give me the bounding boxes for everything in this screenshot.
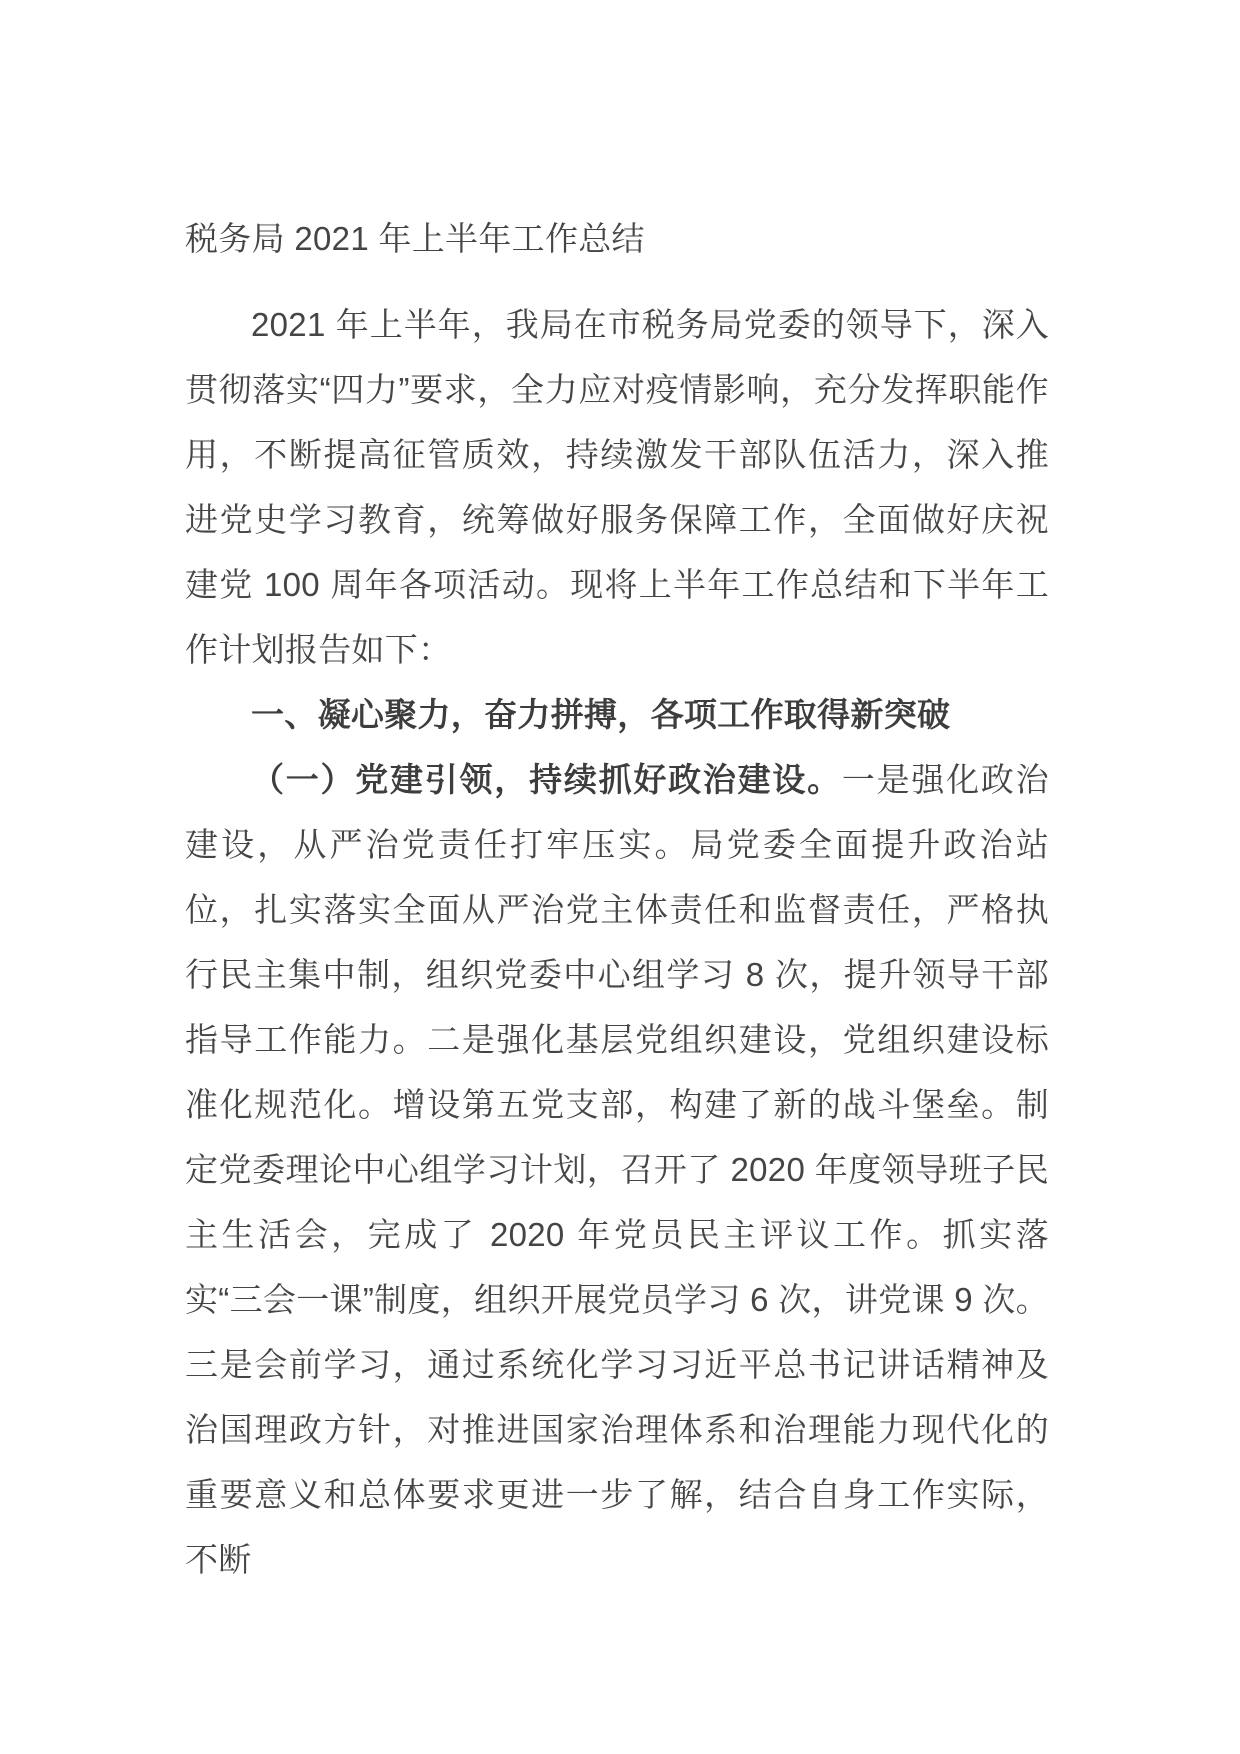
bold-text-run: 一、凝心聚力，奋力拼搏，各项工作取得新突破 <box>251 696 951 733</box>
document-body <box>185 292 1049 1592</box>
paragraph <box>185 292 1049 682</box>
document-title: 税务局 2021 年上半年工作总结 <box>185 220 645 257</box>
document-content <box>185 206 1049 1592</box>
paragraph <box>185 747 1049 1592</box>
section-heading <box>185 682 1049 747</box>
text-run: 一是强化政治建设，从严治党责任打牢压实。局党委全面提升政治站位，扎实落实全面从严治党主体责任和监督责任，严格执行民主集中制，组织党委中心组学习 8 次，提升领导干部指导工作能力。二是强化基层党组织建设，党组织建设标准化规范化。增设第五党支部，构建了新的战斗堡垒。制定党委理论中心组学习计划，召开了 2020 年度领导班子民主生活会，完成了 2020 年党员民主评议工作。抓实落实“三会一课”制度，组织开展党员学习 6 次，讲党课 9 次。三是会前学习，通过系统化学习习近平总书记讲话精神及治国理政方针，对推进国家治理体系和治理能力现代化的重要意义和总体要求更进一步了解，结合自身工作实际，不断 <box>185 761 1049 1578</box>
bold-text-run: （一）党建引领，持续抓好政治建设。 <box>251 761 842 798</box>
text-run: 2021 年上半年，我局在市税务局党委的领导下，深入贯彻落实“四力”要求，全力应对疫情影响，充分发挥职能作用，不断提高征管质效，持续激发干部队伍活力，深入推进党史学习教育，统筹做好服务保障工作，全面做好庆祝建党 100 周年各项活动。现将上半年工作总结和下半年工作计划报告如下： <box>185 306 1049 668</box>
